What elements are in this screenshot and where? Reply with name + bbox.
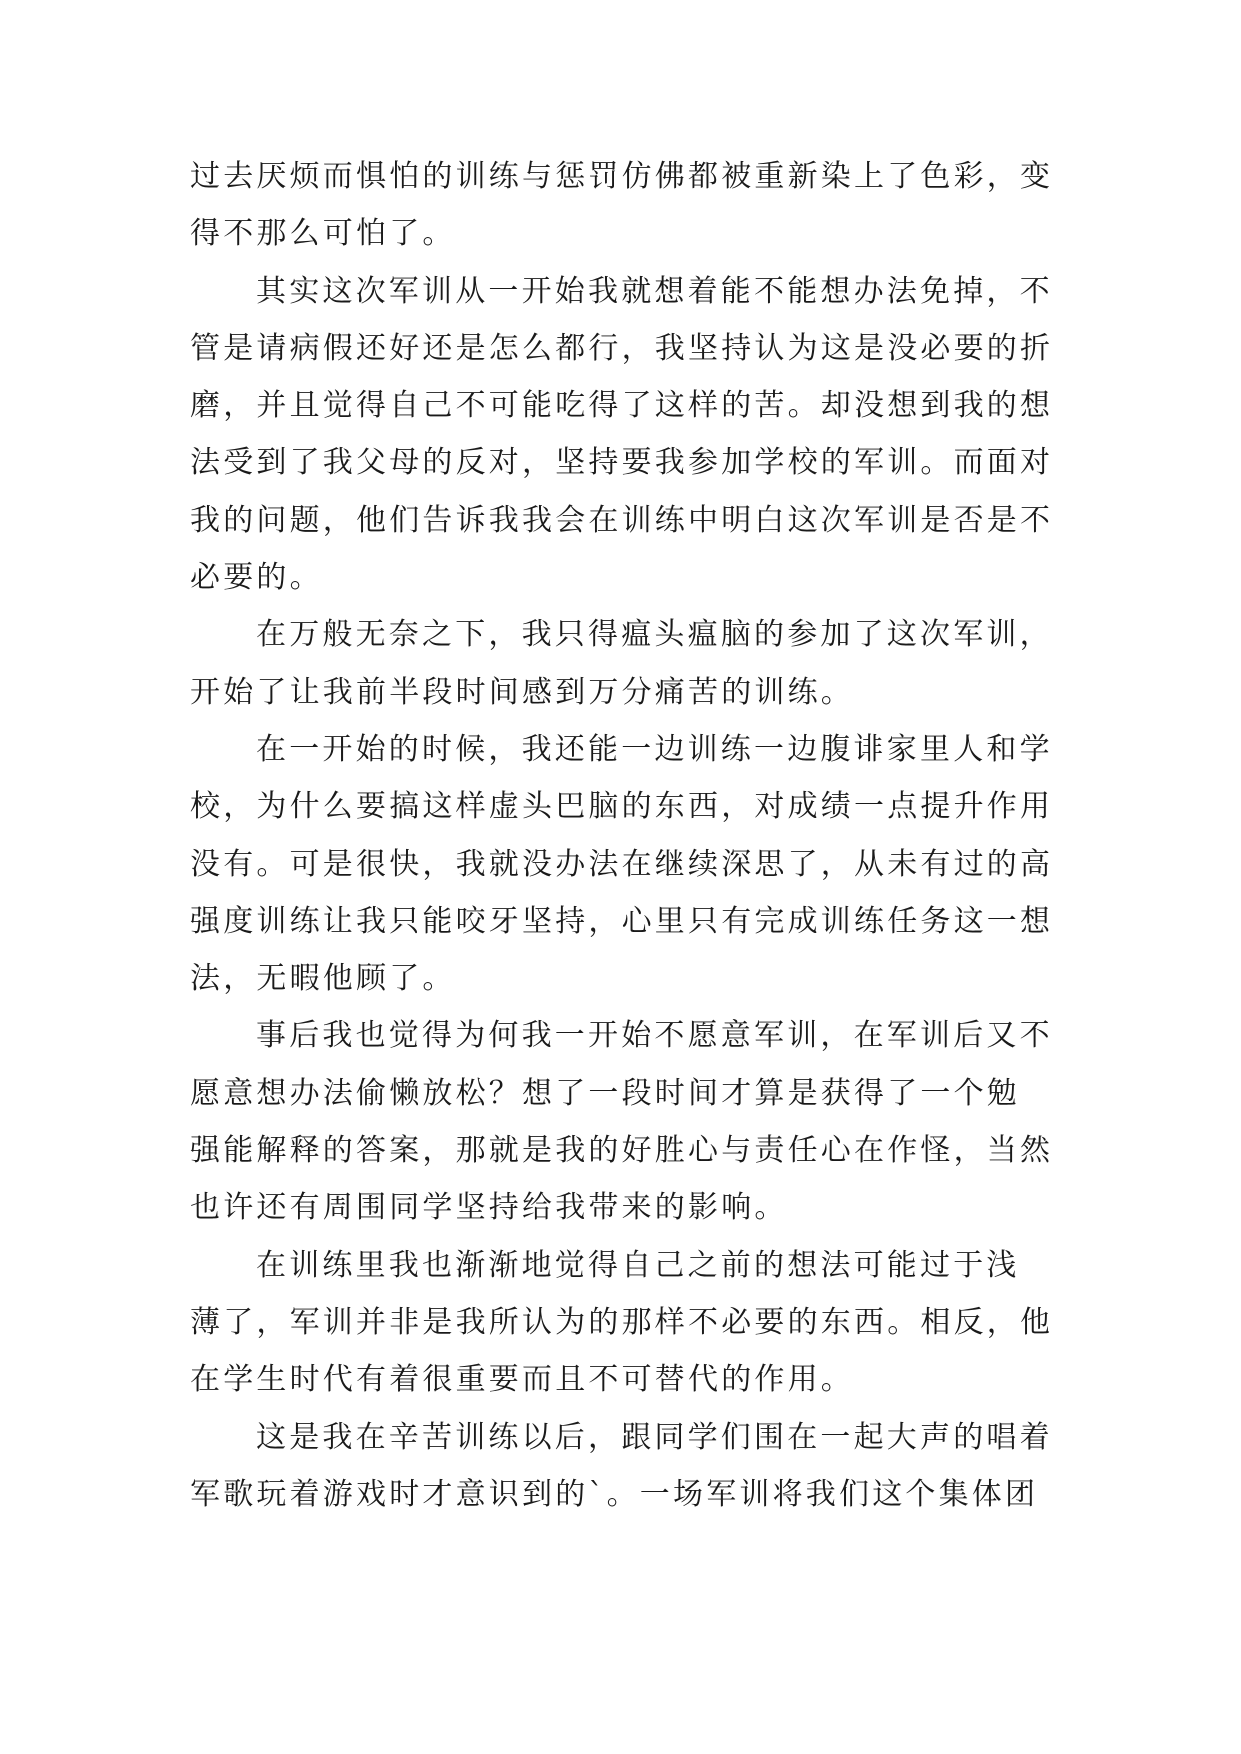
text-line: 也许还有周围同学坚持给我带来的影响。 [190, 1190, 788, 1226]
text-line: 必要的。 [190, 560, 323, 596]
text-line: 没有。可是很快，我就没办法在继续深思了，从未有过的高 [190, 846, 1054, 882]
text-line: 过去厌烦而惧怕的训练与惩罚仿佛都被重新染上了色彩，变 [190, 159, 1054, 194]
text-line: 校，为什么要搞这样虚头巴脑的东西，对成绩一点提升作用 [190, 789, 1054, 825]
text-line: 这是我在辛苦训练以后，跟同学们围在一起大声的唱着 [256, 1419, 1053, 1455]
text-line: 开始了让我前半段时间感到万分痛苦的训练。 [190, 674, 854, 710]
text-line: 在一开始的时候，我还能一边训练一边腹诽家里人和学 [256, 731, 1053, 767]
text-line: 法受到了我父母的反对，坚持要我参加学校的军训。而面对 [190, 445, 1054, 481]
text-line: 愿意想办法偷懒放松？想了一段时间才算是获得了一个勉 [190, 1075, 1020, 1111]
text-line: 在训练里我也渐渐地觉得自己之前的想法可能过于浅 [256, 1247, 1020, 1283]
text-line: 军歌玩着游戏时才意识到的`。一场军训将我们这个集体团 [190, 1476, 1039, 1512]
text-line: 强度训练让我只能咬牙坚持，心里只有完成训练任务这一想 [190, 903, 1054, 939]
text-line: 在万般无奈之下，我只得瘟头瘟脑的参加了这次军训， [256, 617, 1053, 653]
text-line: 薄了，军训并非是我所认为的那样不必要的东西。相反，他 [190, 1304, 1054, 1340]
body-text [190, 148, 1054, 1523]
text-line: 管是请病假还好还是怎么都行，我坚持认为这是没必要的折 [190, 330, 1054, 366]
text-line: 得不那么可怕了。 [190, 216, 456, 252]
text-line: 法，无暇他顾了。 [190, 961, 456, 997]
text-line: 强能解释的答案，那就是我的好胜心与责任心在作怪，当然 [190, 1133, 1054, 1169]
text-line: 我的问题，他们告诉我我会在训练中明白这次军训是否是不 [190, 502, 1054, 538]
text-line: 事后我也觉得为何我一开始不愿意军训，在军训后又不 [256, 1018, 1053, 1054]
text-line: 在学生时代有着很重要而且不可替代的作用。 [190, 1362, 854, 1398]
text-line: 其实这次军训从一开始我就想着能不能想办法免掉，不 [256, 273, 1053, 309]
text-line: 磨，并且觉得自己不可能吃得了这样的苦。却没想到我的想 [190, 388, 1054, 424]
